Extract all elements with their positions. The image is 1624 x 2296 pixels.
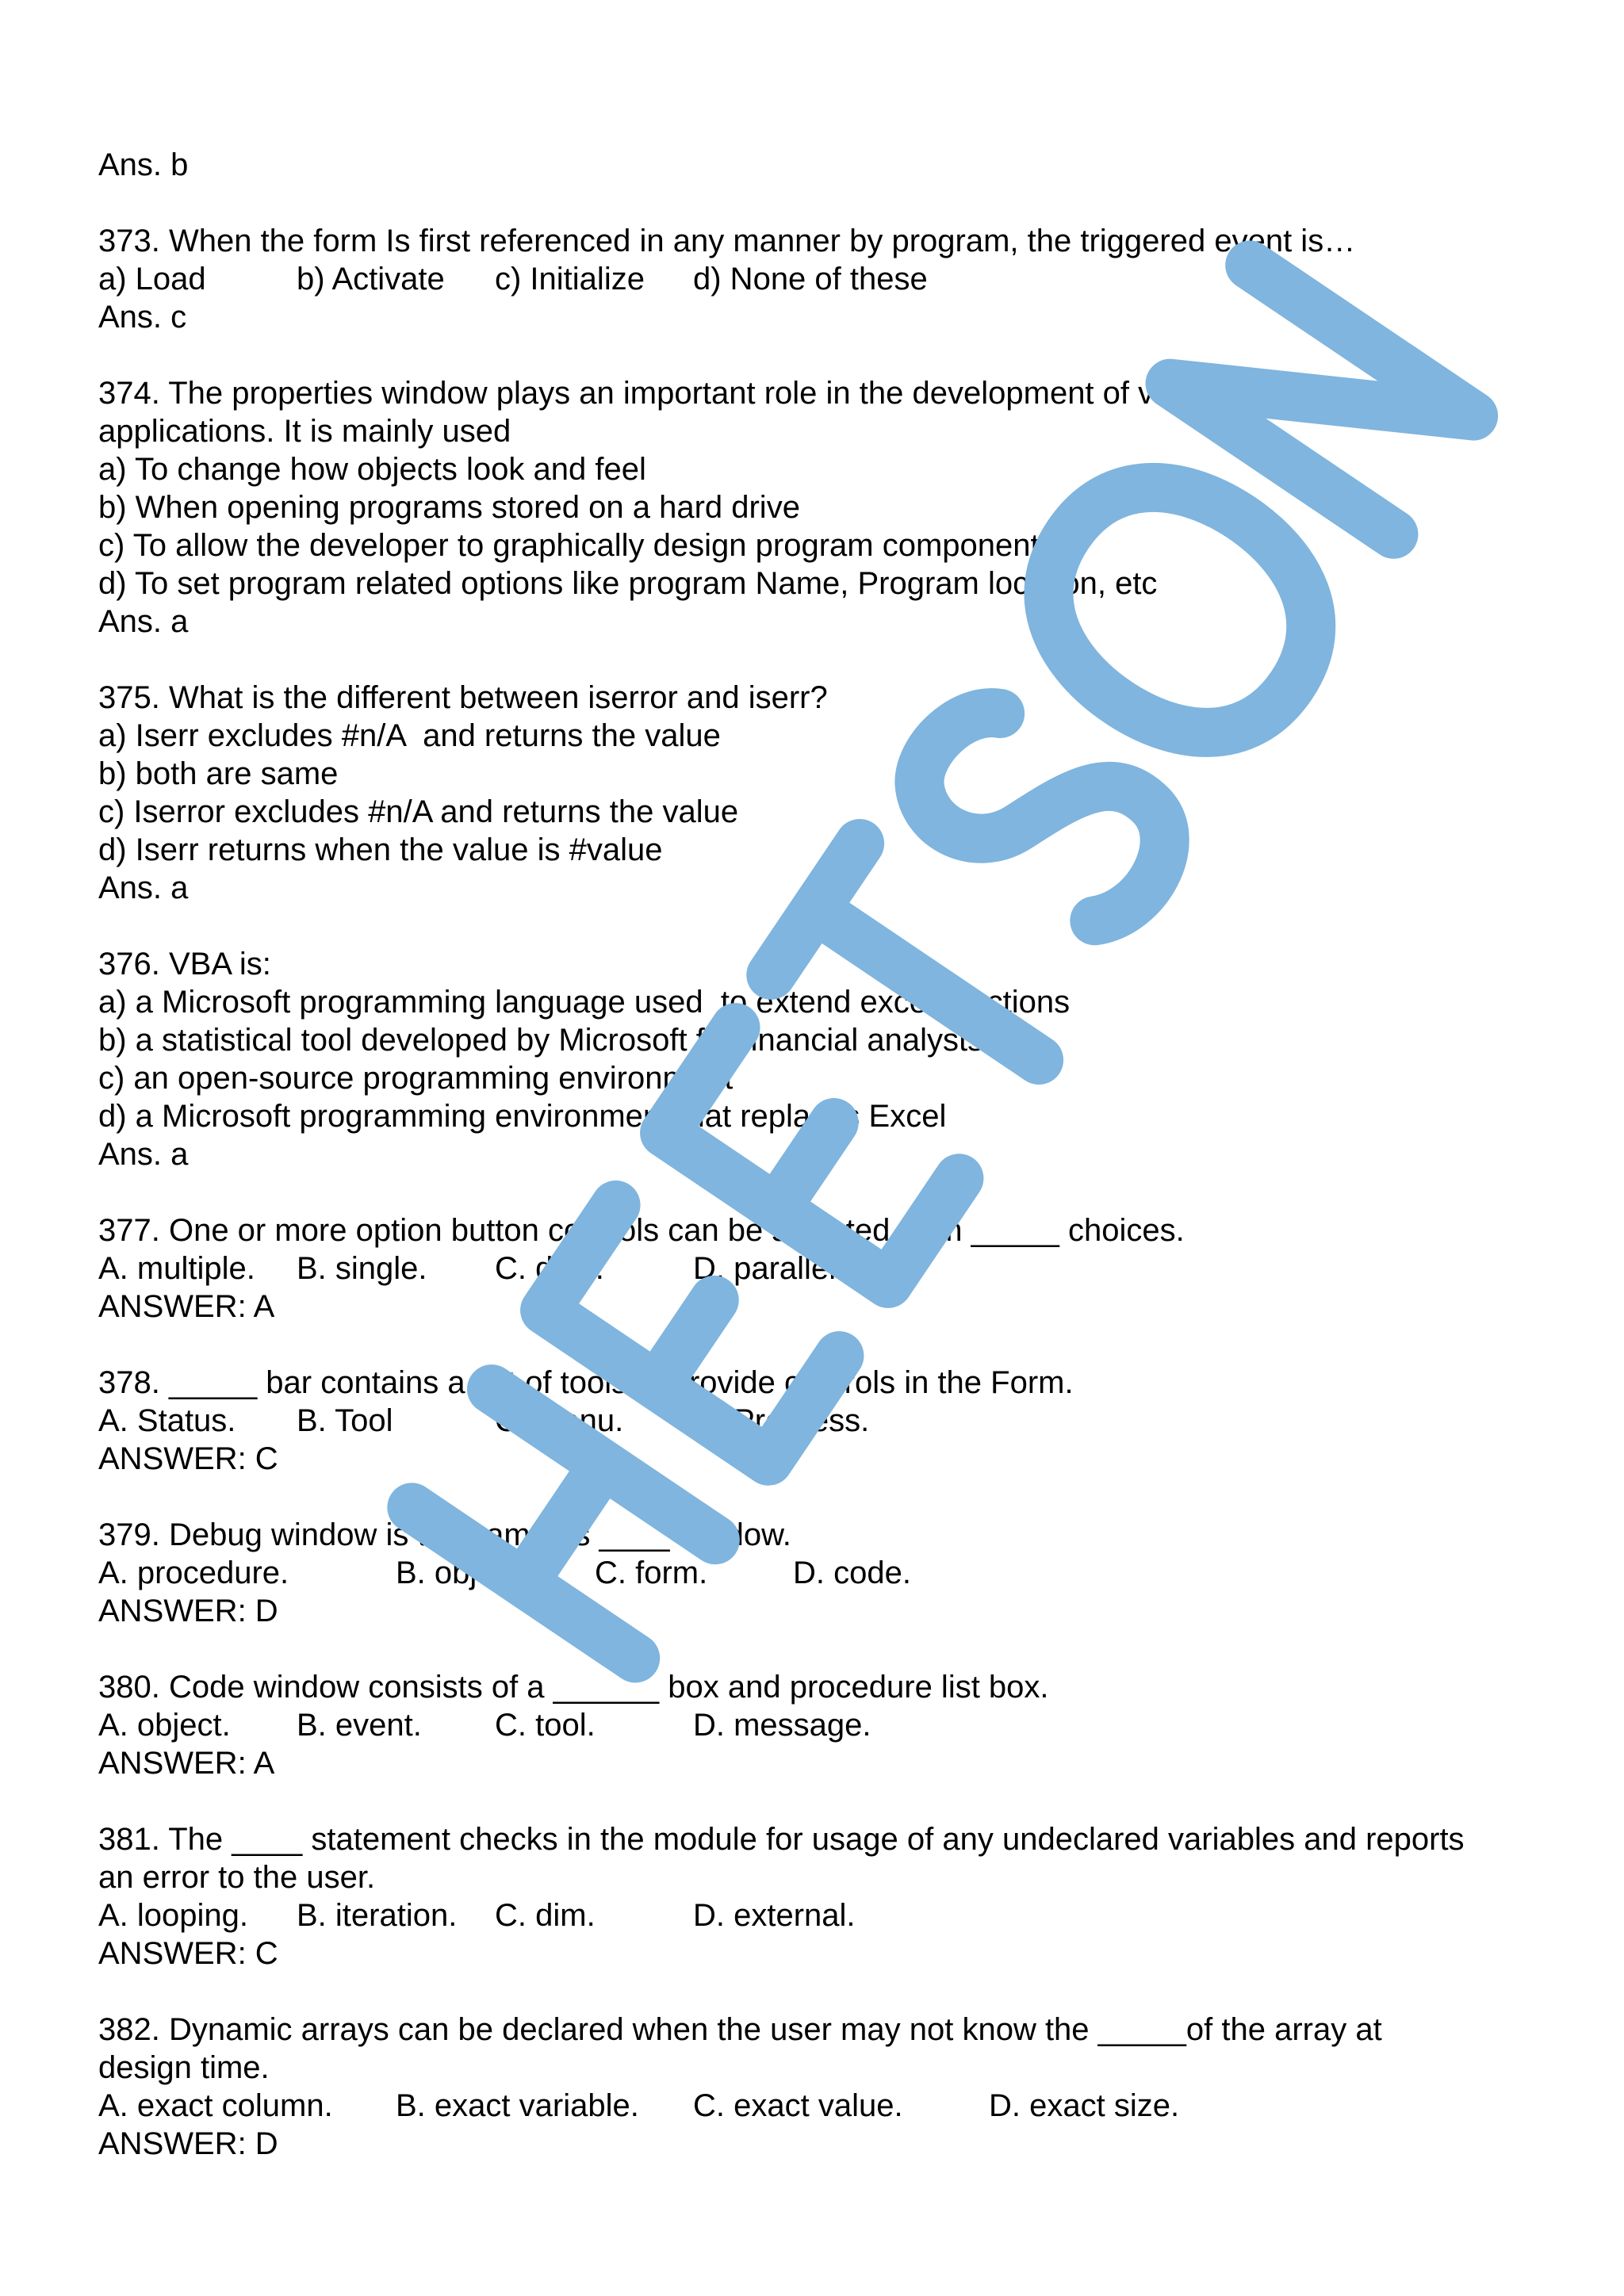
question-375-answer: Ans. a — [98, 871, 189, 905]
question-382-text-line-2: design time. — [98, 2050, 270, 2085]
question-376-option-b: b) a statistical tool developed by Microsoft for financial analysts — [98, 1023, 984, 1058]
option-c: c) Initialize — [495, 262, 645, 297]
option-b: B. exact variable. — [396, 2088, 639, 2123]
question-375-option-a: a) Iserr excludes #n/A and returns the value — [98, 718, 721, 753]
option-c: C. exact value. — [693, 2088, 903, 2123]
question-379-answer: ANSWER: D — [98, 1594, 278, 1628]
question-375-option-b: b) both are same — [98, 756, 339, 791]
option-a: A. multiple. — [98, 1251, 255, 1286]
question-375-option-d: d) Iserr returns when the value is #value — [98, 832, 663, 867]
question-377-answer: ANSWER: A — [98, 1289, 275, 1324]
option-a: A. object. — [98, 1708, 231, 1743]
question-373-answer: Ans. c — [98, 300, 187, 335]
option-b: b) Activate — [297, 262, 445, 297]
option-b: B. event. — [297, 1708, 422, 1743]
option-b: B. single. — [297, 1251, 427, 1286]
option-a: A. Status. — [98, 1403, 236, 1438]
option-b: B. iteration. — [297, 1898, 458, 1933]
question-374-text-line-1: 374. The properties window plays an important role in the development of visual basic — [98, 376, 1302, 411]
question-374-text-line-2: applications. It is mainly used — [98, 414, 511, 449]
question-373-options — [98, 260, 1605, 298]
option-d: D. parallel. — [693, 1251, 845, 1286]
option-d: D. Progress. — [693, 1403, 870, 1438]
question-374-answer: Ans. a — [98, 604, 189, 639]
question-378-options — [98, 1402, 1605, 1440]
option-b: B. object. — [396, 1556, 528, 1590]
question-376-text: 376. VBA is: — [98, 947, 271, 982]
question-381-text-line-1: 381. The ____ statement checks in the module for usage of any undeclared variables and reports — [98, 1822, 1465, 1857]
question-376-option-c: c) an open-source programming environment — [98, 1061, 733, 1096]
question-379-text: 379. Debug window is the same as ____ window. — [98, 1517, 791, 1552]
question-378-answer: ANSWER: C — [98, 1441, 278, 1476]
option-a: a) Load — [98, 262, 206, 297]
question-376-option-a: a) a Microsoft programming language used to extend excel functions — [98, 985, 1071, 1020]
previous-answer: Ans. b — [98, 147, 189, 182]
question-380-options — [98, 1706, 1605, 1744]
question-374-option-b: b) When opening programs stored on a hard drive — [98, 490, 800, 525]
option-c: C. form. — [595, 1556, 708, 1590]
question-375-text: 375. What is the different between iserror and iserr? — [98, 680, 828, 715]
option-c: C. dim. — [495, 1898, 596, 1933]
watermark-text — [0, 0, 1, 1]
watermark-letter-s — [899, 684, 1188, 939]
question-376-option-d: d) a Microsoft programming environment that replaces Excel — [98, 1099, 947, 1134]
option-c: C. tool. — [495, 1708, 596, 1743]
question-378-text: 378. _____ bar contains a set of tools to provide controls in the Form. — [98, 1365, 1074, 1400]
question-374-option-c: c) To allow the developer to graphically design program components — [98, 528, 1055, 563]
question-377-options — [98, 1249, 1605, 1288]
option-d: D. external. — [693, 1898, 856, 1933]
question-373-text: 373. When the form Is first referenced in any manner by program, the triggered event is… — [98, 224, 1356, 258]
question-380-answer: ANSWER: A — [98, 1746, 275, 1781]
option-c: C. Menu. — [495, 1403, 624, 1438]
question-375-option-c: c) Iserror excludes #n/A and returns the value — [98, 794, 739, 829]
question-381-answer: ANSWER: C — [98, 1936, 278, 1971]
question-376-answer: Ans. a — [98, 1137, 189, 1172]
question-382-options — [98, 2087, 1605, 2125]
option-d: D. code. — [793, 1556, 911, 1590]
option-a: A. looping. — [98, 1898, 249, 1933]
option-d: D. exact size. — [989, 2088, 1180, 2123]
question-374-option-a: a) To change how objects look and feel — [98, 452, 646, 487]
option-c: C. dual. — [495, 1251, 604, 1286]
question-381-options — [98, 1896, 1605, 1934]
option-a: A. procedure. — [98, 1556, 289, 1590]
question-374-option-d: d) To set program related options like program Name, Program location, etc — [98, 566, 1158, 601]
question-377-text: 377. One or more option button controls can be selected from _____ choices. — [98, 1213, 1185, 1248]
option-d: d) None of these — [693, 262, 928, 297]
option-d: D. message. — [693, 1708, 871, 1743]
question-379-options — [98, 1554, 1605, 1592]
question-380-text: 380. Code window consists of a ______ box and procedure list box. — [98, 1670, 1049, 1705]
watermark-letter-o — [1006, 442, 1354, 777]
option-a: A. exact column. — [98, 2088, 333, 2123]
question-382-answer: ANSWER: D — [98, 2126, 278, 2161]
question-381-text-line-2: an error to the user. — [98, 1860, 376, 1895]
option-b: B. Tool — [297, 1403, 393, 1438]
question-382-text-line-1: 382. Dynamic arrays can be declared when the user may not know the _____of the array at — [98, 2012, 1382, 2047]
